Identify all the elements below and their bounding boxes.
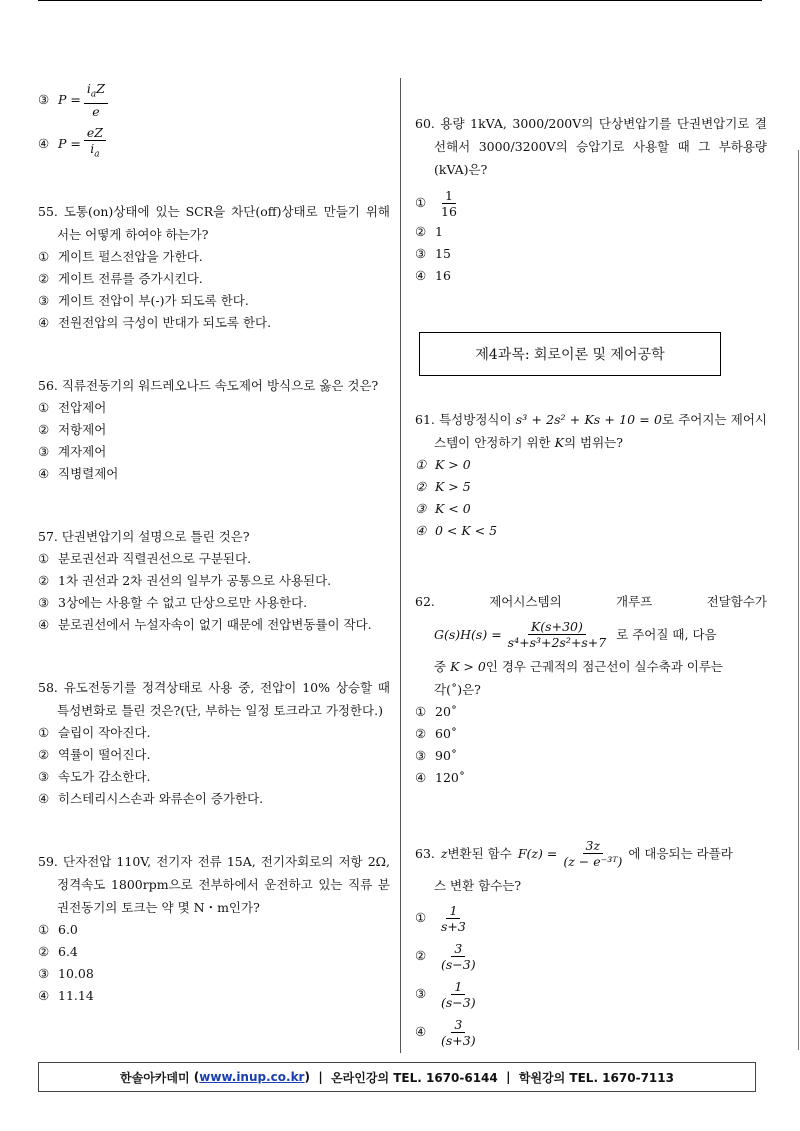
- option-number: ②: [38, 747, 50, 762]
- q62-line1: [415, 590, 767, 613]
- q62-line3-b: 인 경우 근궤적의 점근선이 실수축과 이루는: [485, 659, 723, 674]
- right-column: [415, 112, 767, 287]
- option-3[interactable]: [415, 745, 767, 767]
- option-number: ①: [415, 704, 427, 719]
- formula-fraction: [84, 81, 108, 119]
- question-text: 60. 용량 1kVA, 3000/200V의 단상변압기를 단권변압기로 결선해서 3000/3200V의 승압기로 사용할 때 그 부하용량(kVA)은?: [415, 116, 767, 177]
- option-1[interactable]: [415, 454, 767, 476]
- question-62: [415, 590, 767, 789]
- q62-line2: [415, 613, 767, 655]
- option-text: 전압제어: [58, 400, 107, 415]
- question-56: [38, 374, 390, 485]
- fraction-numerator: $i_aZ$: [84, 81, 108, 104]
- option-text: 게이트 전류를 증가시킨다.: [58, 271, 203, 286]
- option-text: 저항제어: [58, 422, 107, 437]
- option-text: 직병렬제어: [58, 466, 119, 481]
- option-text: 15: [435, 246, 451, 261]
- fraction-numerator: 3: [451, 1017, 465, 1033]
- option-number: ②: [38, 944, 50, 959]
- question-57: [38, 525, 390, 636]
- fraction-denominator: (z − e⁻³ᵀ): [563, 853, 623, 869]
- q62-line3: [415, 655, 767, 678]
- option-4[interactable]: [38, 985, 390, 1007]
- footer-bar: 한솔아카데미 ( www.inup.co.kr ) | 온라인강의 TEL. 1670-6144 | 학원강의 TEL. 1670-7113: [38, 1062, 756, 1092]
- option-number: ③: [38, 769, 50, 784]
- option-number: ③: [415, 246, 427, 261]
- right-edge-rule: [798, 150, 799, 1050]
- option-number: ①: [415, 910, 427, 925]
- footer-name: 한솔아카데미: [120, 1070, 190, 1085]
- options-list: [38, 722, 390, 810]
- q60-option-4[interactable]: [415, 265, 767, 287]
- option-number: ④: [38, 466, 50, 481]
- option-text: 1차 권선과 2차 권선의 일부가 공통으로 사용된다.: [58, 573, 332, 588]
- option-text: 슬립이 작아진다.: [58, 725, 151, 740]
- option-3[interactable]: [415, 498, 767, 520]
- formula-lhs: P =: [58, 92, 81, 107]
- option-text: 3상에는 사용할 수 없고 단상으로만 사용한다.: [58, 595, 308, 610]
- q63-option-1[interactable]: [415, 899, 767, 937]
- question-text: [415, 408, 767, 454]
- option-text: 속도가 감소한다.: [58, 769, 151, 784]
- q63-var: z: [440, 845, 448, 861]
- fraction-numerator: 1: [451, 979, 465, 995]
- option-1[interactable]: [38, 397, 390, 419]
- option-2[interactable]: [415, 723, 767, 745]
- q63-option-2[interactable]: [415, 937, 767, 975]
- question-text: 58. 유도전동기를 정격상태로 사용 중, 전압이 10% 상승할 때 특성변화로 틀린 것은?(단, 부하는 일정 토크라고 가정한다.): [38, 680, 390, 718]
- option-2[interactable]: [38, 941, 390, 963]
- option-text: 11.14: [58, 988, 94, 1003]
- option-text: K < 0: [435, 501, 471, 516]
- question-58: [38, 676, 390, 810]
- fraction-denominator: e: [92, 103, 100, 119]
- option-1[interactable]: [415, 701, 767, 723]
- q61-prefix: 61. 특성방정식이: [415, 412, 512, 427]
- option-number: ④: [38, 136, 50, 151]
- option-text: 1: [435, 224, 443, 239]
- fraction-denominator: $i_a$: [90, 141, 100, 160]
- option-text: 6.0: [58, 922, 78, 937]
- fraction-denominator: (s−3): [441, 994, 476, 1010]
- q63-mid: 변환된 함수: [447, 846, 512, 861]
- footer-offline: 학원강의 TEL. 1670-7113: [518, 1070, 674, 1085]
- option-3[interactable]: [38, 441, 390, 463]
- option-number: ②: [415, 224, 427, 239]
- options-list: [415, 701, 767, 789]
- option-text: 히스테리시스손과 와류손이 증가한다.: [58, 791, 264, 806]
- option-number: ③: [38, 966, 50, 981]
- option-1[interactable]: [38, 919, 390, 941]
- option-text: 분로권선에서 누설자속이 없기 때문에 전압변동률이 작다.: [58, 617, 372, 632]
- q62-after: 로 주어질 때, 다음: [616, 627, 717, 642]
- option-3[interactable]: [38, 963, 390, 985]
- option-number: ②: [415, 948, 427, 963]
- option-number: ①: [38, 551, 50, 566]
- q60-option-2[interactable]: [415, 221, 767, 243]
- q63-number: 63.: [415, 845, 435, 861]
- option-number: ④: [415, 523, 427, 538]
- question-59: [38, 850, 390, 1007]
- footer-separator: |: [318, 1070, 323, 1084]
- q62-word-2: 개루프: [616, 594, 653, 609]
- fraction-numerator: 3z: [583, 838, 604, 854]
- option-text: 120˚: [435, 770, 466, 785]
- fraction-denominator: s+3: [441, 918, 466, 934]
- option-text: 10.08: [58, 966, 94, 981]
- option-text: K > 0: [435, 457, 471, 472]
- option-number: ①: [415, 195, 427, 210]
- option-2[interactable]: [38, 268, 390, 290]
- fraction-denominator: (s+3): [441, 1032, 476, 1048]
- option-number: ③: [415, 748, 427, 763]
- q63-option-3[interactable]: [415, 975, 767, 1013]
- option-text: 게이트 전압이 부(-)가 되도록 한다.: [58, 293, 249, 308]
- option-number: ④: [38, 988, 50, 1003]
- q63-options: [415, 899, 767, 1051]
- option-fraction: [438, 188, 460, 219]
- options-list: [38, 919, 390, 1007]
- option-text: 20˚: [435, 704, 458, 719]
- option-number: ④: [415, 1024, 427, 1039]
- column-divider: [400, 78, 401, 1053]
- option-text: K > 5: [435, 479, 471, 494]
- question-text: 59. 단자전압 110V, 전기자 전류 15A, 전기자회로의 저항 2Ω, 정격속도 1800rpm으로 전부하에서 운전하고 있는 직류 분권전동기의 토크는 약 몇 N・m인가?: [38, 854, 390, 915]
- option-3[interactable]: [38, 290, 390, 312]
- question-text: 56. 직류전동기의 워드레오나드 속도제어 방식으로 옳은 것은?: [38, 378, 379, 393]
- q60-option-1[interactable]: [415, 185, 767, 221]
- option-2[interactable]: [38, 419, 390, 441]
- fraction-denominator: s⁴+s³+2s²+s+7: [507, 634, 607, 650]
- q63-fraction: [560, 838, 625, 869]
- option-text: 전원전압의 극성이 반대가 되도록 한다.: [58, 315, 272, 330]
- option-number: ④: [415, 268, 427, 283]
- q62-line3-a: 중: [434, 659, 447, 674]
- q62-line4: 각(˚)은?: [434, 682, 481, 697]
- q54-option-3[interactable]: [38, 80, 390, 120]
- q62-number: 62.: [415, 594, 435, 609]
- option-number: ④: [38, 617, 50, 632]
- option-number: ①: [38, 400, 50, 415]
- formula-lhs: P =: [58, 136, 81, 151]
- option-fraction: [438, 941, 479, 972]
- fraction-numerator: K(s+30): [528, 619, 586, 635]
- q63-lhs: F(z) =: [517, 845, 558, 861]
- option-number: ①: [415, 457, 427, 472]
- option-4[interactable]: [38, 614, 390, 636]
- q62-fraction: [505, 619, 610, 650]
- fraction-numerator: 1: [442, 188, 456, 204]
- left-column: [38, 80, 390, 1007]
- option-text: 게이트 펄스전압을 가한다.: [58, 249, 203, 264]
- option-text: 60˚: [435, 726, 458, 741]
- option-number: ③: [38, 444, 50, 459]
- option-number: ②: [38, 573, 50, 588]
- option-fraction: [438, 1017, 479, 1048]
- option-number: ③: [38, 293, 50, 308]
- section-title: 제4과목: 회로이론 및 제어공학: [475, 347, 665, 363]
- fraction-denominator: (s−3): [441, 956, 476, 972]
- footer-online: 온라인강의 TEL. 1670-6144: [331, 1070, 498, 1085]
- option-number: ①: [38, 725, 50, 740]
- option-4[interactable]: [415, 767, 767, 789]
- option-1[interactable]: [38, 548, 390, 570]
- q62-condition: K > 0: [450, 659, 486, 674]
- option-text: 계자제어: [58, 444, 107, 459]
- option-3[interactable]: [38, 766, 390, 788]
- options-list: [38, 397, 390, 485]
- q61-var: K: [554, 435, 564, 450]
- fraction-denominator: 16: [441, 203, 457, 219]
- option-1[interactable]: [38, 722, 390, 744]
- q54-option-4[interactable]: [38, 124, 390, 164]
- question-text: 55. 도통(on)상태에 있는 SCR을 차단(off)상태로 만들기 위해서는 어떻게 하여야 하는가?: [38, 204, 390, 242]
- q61-middle: 로 주어지는 제어시스템이 안정하기 위한: [434, 412, 767, 450]
- options-list: [38, 548, 390, 636]
- option-2[interactable]: [38, 744, 390, 766]
- option-fraction: [438, 903, 469, 934]
- option-text: 역률이 떨어진다.: [58, 747, 151, 762]
- option-text: 0 < K < 5: [435, 523, 498, 538]
- option-text: 6.4: [58, 944, 78, 959]
- option-2[interactable]: [415, 476, 767, 498]
- option-1[interactable]: [38, 246, 390, 268]
- option-4[interactable]: [38, 312, 390, 334]
- option-number: ③: [38, 595, 50, 610]
- option-number: ②: [415, 726, 427, 741]
- option-fraction: [438, 979, 479, 1010]
- fraction-numerator: eZ: [84, 125, 106, 141]
- options-list: [38, 246, 390, 334]
- right-column-lower: [415, 408, 767, 1051]
- option-number: ③: [38, 92, 50, 107]
- option-4[interactable]: [415, 520, 767, 542]
- q63-option-4[interactable]: [415, 1013, 767, 1051]
- option-text: 분로권선과 직렬권선으로 구분된다.: [58, 551, 252, 566]
- question-60: [415, 112, 767, 287]
- option-3[interactable]: [38, 592, 390, 614]
- footer-separator: |: [506, 1070, 511, 1084]
- option-text: 16: [435, 268, 451, 283]
- option-number: ②: [38, 422, 50, 437]
- fraction-numerator: 1: [446, 903, 460, 919]
- q62-lhs: G(s)H(s) =: [434, 626, 502, 642]
- question-55: [38, 200, 390, 334]
- option-number: ③: [415, 501, 427, 516]
- options-list: [415, 454, 767, 542]
- question-61: [415, 408, 767, 542]
- question-63: [415, 833, 767, 1051]
- section-title-box: [419, 332, 721, 376]
- q63-after: 에 대응되는 라플라: [628, 846, 733, 861]
- option-4[interactable]: [38, 788, 390, 810]
- option-number: ④: [38, 315, 50, 330]
- option-number: ②: [38, 271, 50, 286]
- formula-fraction: [84, 125, 106, 163]
- option-2[interactable]: [38, 570, 390, 592]
- fraction-numerator: 3: [451, 941, 465, 957]
- q61-suffix: 의 범위는?: [563, 435, 623, 450]
- option-number: ①: [38, 249, 50, 264]
- option-number: ④: [415, 770, 427, 785]
- option-4[interactable]: [38, 463, 390, 485]
- q61-equation: s³ + 2s² + Ks + 10 = 0: [515, 412, 662, 427]
- option-number: ①: [38, 922, 50, 937]
- q62-word-1: 제어시스템의: [489, 594, 562, 609]
- q62-word-3: 전달함수가: [706, 594, 767, 609]
- option-text: 90˚: [435, 748, 458, 763]
- option-number: ③: [415, 986, 427, 1001]
- q60-option-3[interactable]: [415, 243, 767, 265]
- question-text: 57. 단권변압기의 설명으로 틀린 것은?: [38, 529, 250, 544]
- q63-line1: [415, 833, 767, 873]
- top-rule: [38, 0, 762, 1]
- q63-line2: 스 변환 함수는?: [434, 878, 522, 893]
- option-number: ④: [38, 791, 50, 806]
- footer-link[interactable]: www.inup.co.kr: [199, 1070, 305, 1084]
- option-number: ②: [415, 479, 427, 494]
